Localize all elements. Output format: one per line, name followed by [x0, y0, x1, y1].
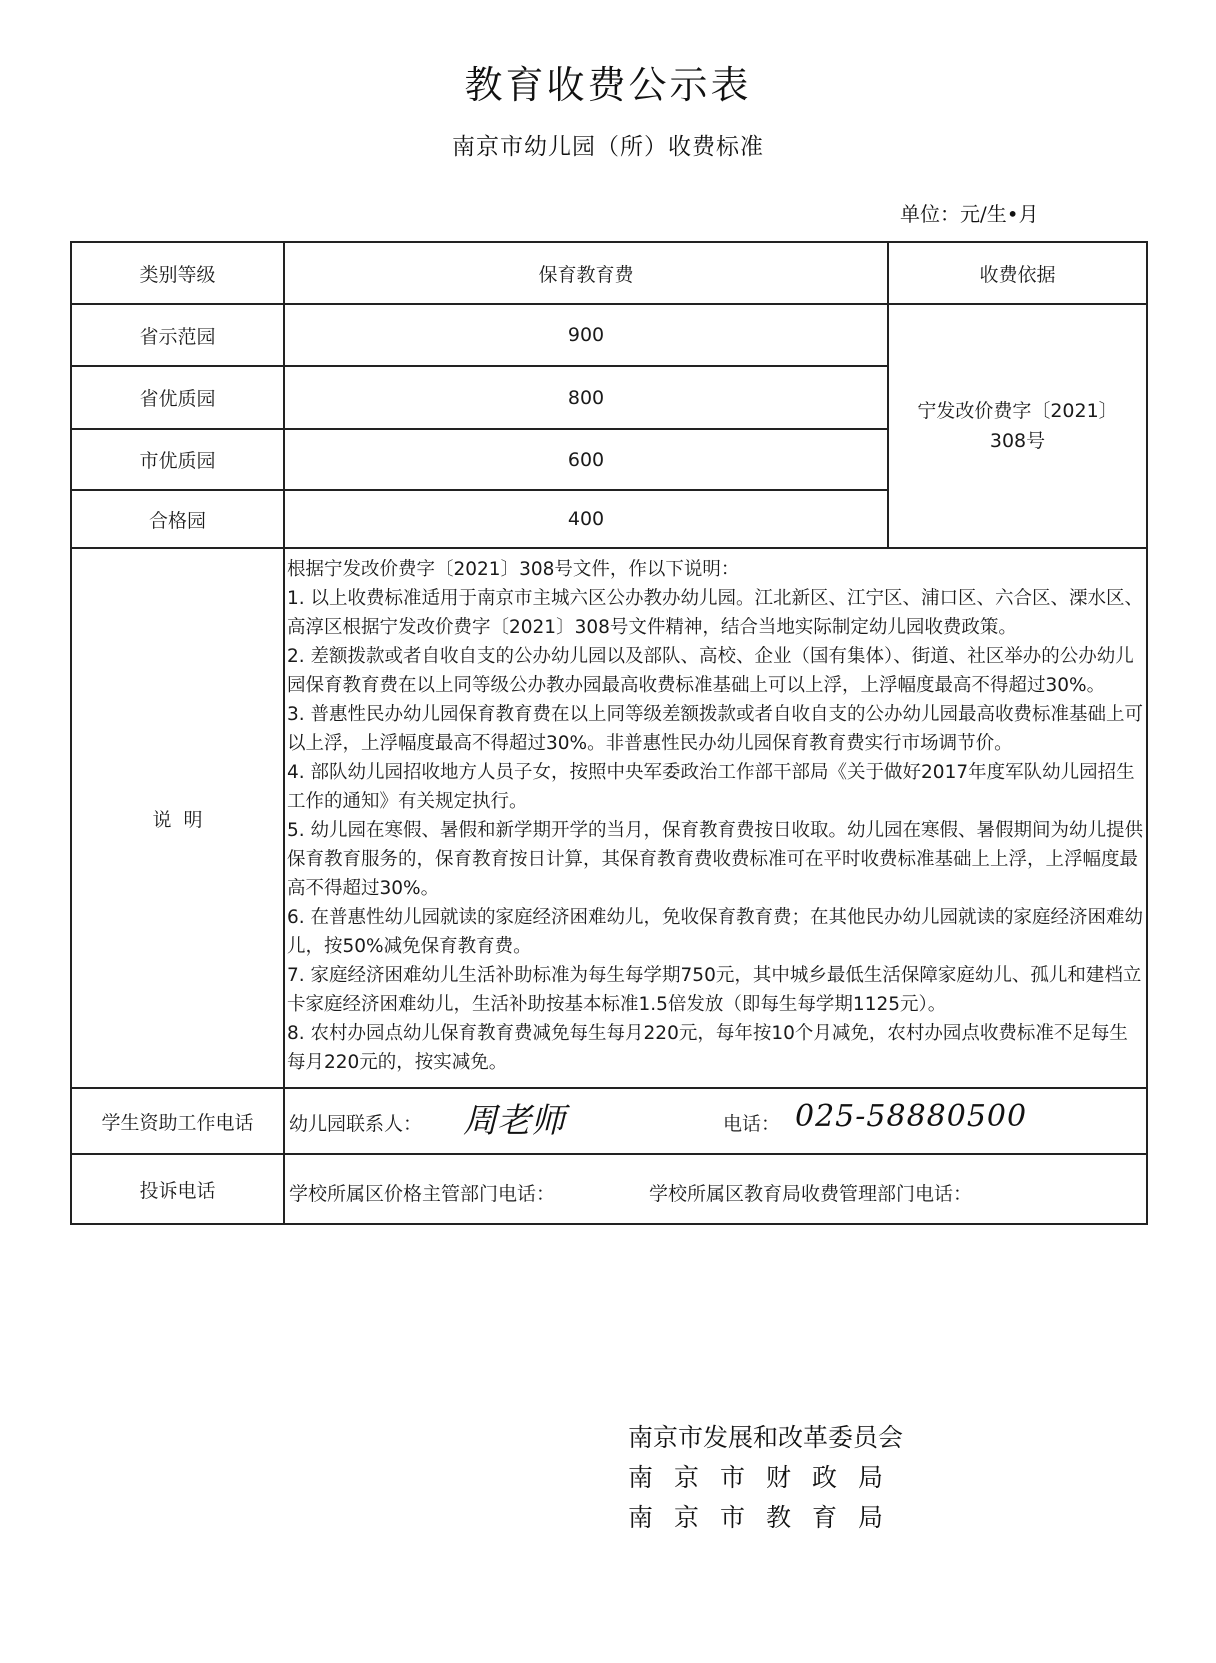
- row-category: 省优质园: [71, 366, 284, 429]
- edu-dept-phone-label: 学校所属区教育局收费管理部门电话：: [649, 1183, 973, 1205]
- header-basis: 收费依据: [888, 242, 1147, 304]
- price-dept-phone-label: 学校所属区价格主管部门电话：: [289, 1183, 556, 1205]
- notes-item-7: 7. 家庭经济困难幼儿生活补助标准为每生每学期750元，其中城乡最低生活保障家庭幼儿、孤儿和建档立卡家庭经济困难幼儿，生活补助按基本标准1.5倍发放（即每生每学期1125元）。: [287, 965, 1142, 1015]
- issuer-block: [628, 1418, 904, 1538]
- header-fee: 保育教育费: [284, 242, 888, 304]
- complaint-content: [284, 1154, 1147, 1224]
- fee-basis-line2: 308号: [989, 430, 1046, 452]
- notes-row: [71, 548, 1147, 1088]
- notes-content: [284, 548, 1147, 1088]
- table-row: [71, 304, 1147, 366]
- contact-label: 学生资助工作电话: [71, 1088, 284, 1154]
- fee-basis: [888, 304, 1147, 548]
- page-title: 教育收费公示表: [464, 63, 752, 107]
- header-category: 类别等级: [71, 242, 284, 304]
- notes-item-1: 1. 以上收费标准适用于南京市主城六区公办教办幼儿园。江北新区、江宁区、浦口区、六合区、溧水区、高淳区根据宁发改价费字〔2021〕308号文件精神，结合当地实际制定幼儿园收费政策。: [287, 588, 1144, 638]
- page-subtitle: 南京市幼儿园（所）收费标准: [452, 134, 764, 160]
- notes-intro: 根据宁发改价费字〔2021〕308号文件，作以下说明：: [287, 559, 740, 580]
- notes-label: 说 明: [71, 548, 284, 1088]
- contact-person-signature: 周老师: [463, 1101, 565, 1141]
- notes-item-5: 5. 幼儿园在寒假、暑假和新学期开学的当月，保育教育费按日收取。幼儿园在寒假、暑假期间为幼儿提供保育教育服务的，保育教育按日计算，其保育教育费收费标准可在平时收费标准基础上上浮，上浮幅度最高不得超过30%。: [287, 820, 1144, 899]
- notes-item-4: 4. 部队幼儿园招收地方人员子女，按照中央军委政治工作部干部局《关于做好2017年度军队幼儿园招生工作的通知》有关规定执行。: [287, 762, 1135, 812]
- notes-item-3: 3. 普惠性民办幼儿园保育教育费在以上同等级差额拨款或者自收自支的公办幼儿园最高收费标准基础上可以上浮，上浮幅度最高不得超过30%。非普惠性民办幼儿园保育教育费实行市场调节价。: [287, 704, 1144, 754]
- contact-row: [71, 1088, 1147, 1154]
- row-fee: 600: [284, 429, 888, 490]
- fee-basis-line1: 宁发改价费字〔2021〕: [917, 400, 1118, 422]
- row-category: 合格园: [71, 490, 284, 548]
- notes-item-2: 2. 差额拨款或者自收自支的公办幼儿园以及部队、高校、企业（国有集体）、街道、社区举办的公办幼儿园保育教育费在以上同等级公办教办园最高收费标准基础上可以上浮，上浮幅度最高不得超过30%。: [287, 646, 1134, 696]
- row-fee: 400: [284, 490, 888, 548]
- table-header-row: [71, 242, 1147, 304]
- unit-label: 单位：元/生•月: [900, 202, 1039, 226]
- notes-item-8: 8. 农村办园点幼儿保育教育费减免每生每月220元，每年按10个月减免，农村办园点收费标准不足每生每月220元的，按实减免。: [287, 1023, 1128, 1073]
- row-category: 市优质园: [71, 429, 284, 490]
- complaint-label: 投诉电话: [71, 1154, 284, 1224]
- row-fee: 900: [284, 304, 888, 366]
- row-fee: 800: [284, 366, 888, 429]
- issuer-ndrc: 南京市发展和改革委员会: [628, 1423, 904, 1452]
- contact-person-label: 幼儿园联系人：: [289, 1113, 423, 1135]
- issuer-finance: 南京市财政局: [628, 1463, 905, 1492]
- fee-table: [70, 241, 1148, 1225]
- row-category: 省示范园: [71, 304, 284, 366]
- phone-label: 电话：: [723, 1113, 781, 1135]
- phone-value: 025-58880500: [795, 1099, 1028, 1134]
- complaint-row: [71, 1154, 1147, 1224]
- notes-item-6: 6. 在普惠性幼儿园就读的家庭经济困难幼儿，免收保育教育费；在其他民办幼儿园就读的家庭经济困难幼儿，按50%减免保育教育费。: [287, 907, 1144, 957]
- issuer-education: 南京市教育局: [628, 1503, 905, 1532]
- contact-content: [284, 1088, 1147, 1154]
